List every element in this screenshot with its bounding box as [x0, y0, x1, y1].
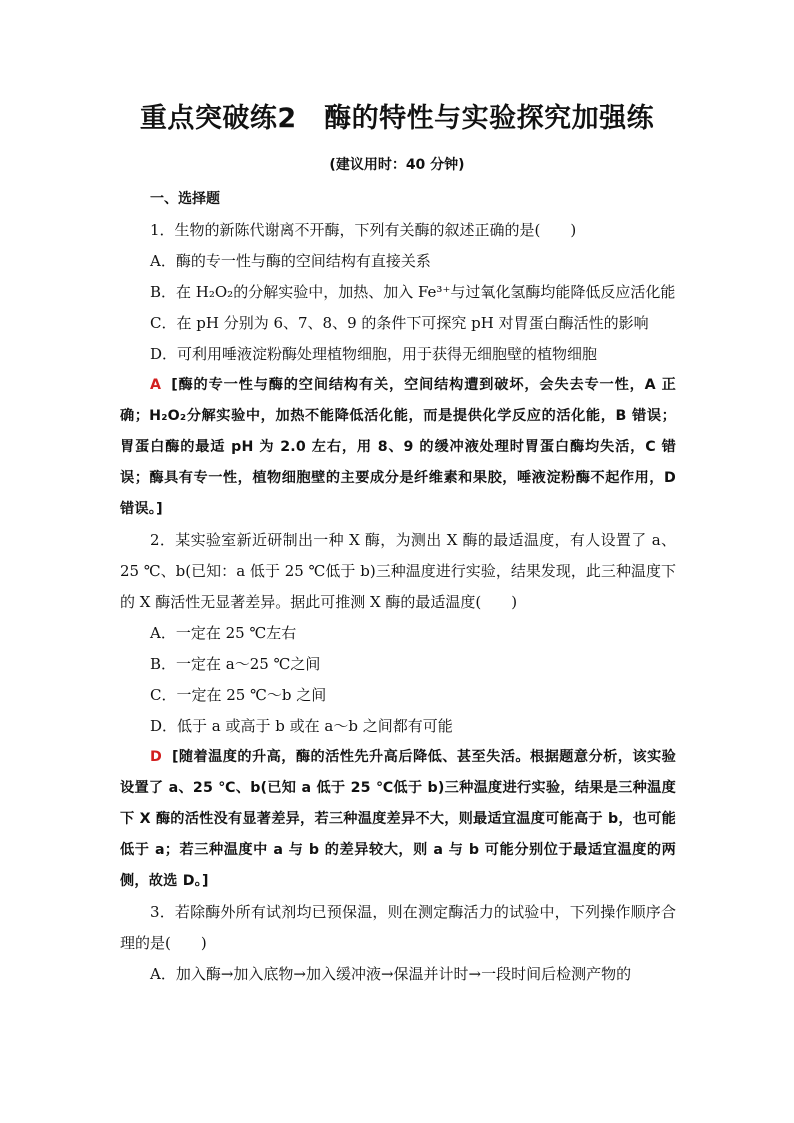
- q2-option-c: C．一定在 25 ℃～b 之间: [150, 686, 327, 704]
- q2-stem: 2．某实验室新近研制出一种 X 酶，为测出 X 酶的最适温度，有人设置了 a、25 ℃、b(已知：a 低于 25 ℃低于 b)三种温度进行实验，结果发现，此三种温度下的 X 酶活性无显著差异。据此可推测 X 酶的最适温度( ): [120, 531, 676, 611]
- q2-option-b: B．一定在 a～25 ℃之间: [150, 655, 321, 673]
- q1-option-b: B．在 H₂O₂的分解实验中，加热、加入 Fe³⁺与过氧化氢酶均能降低反应活化能: [150, 283, 676, 301]
- q2-answer: [120, 742, 676, 897]
- section-heading: 一、选择题: [150, 191, 220, 207]
- page-title: 重点突破练2 酶的特性与实验探究加强练: [139, 103, 655, 134]
- q3-option-a: A．加入酶→加入底物→加入缓冲液→保温并计时→一段时间后检测产物的: [150, 965, 632, 983]
- suggested-time: (建议用时：40 分钟): [329, 157, 465, 173]
- q3-stem: 3．若除酶外所有试剂均已预保温，则在测定酶活力的试验中，下列操作顺序合理的是( ): [120, 903, 676, 952]
- q1-stem: 1．生物的新陈代谢离不开酶，下列有关酶的叙述正确的是( ): [150, 221, 577, 239]
- q2-explanation: [随着温度的升高，酶的活性先升高后降低、甚至失活。根据题意分析，该实验设置了 a、25 ℃、b(已知 a 低于 25 ℃低于 b)三种温度进行实验，结果是三种温度下 X 酶的活性没有显著差异，若三种温度差异不大，则最适宜温度可能高于 b，也可能低于 a；若三种温度中 a 与 b 的差异较大，则 a 与 b 可能分别位于最适宜温度的两侧，故选 D。]: [120, 749, 676, 889]
- q1-answer-letter: A: [150, 377, 162, 393]
- q1-option-d: D．可利用唾液淀粉酶处理植物细胞，用于获得无细胞壁的植物细胞: [150, 345, 598, 363]
- q1-option-c: C．在 pH 分别为 6、7、8、9 的条件下可探究 pH 对胃蛋白酶活性的影响: [150, 314, 649, 332]
- q1-option-a: A．酶的专一性与酶的空间结构有直接关系: [150, 252, 431, 270]
- q2-option-d: D．低于 a 或高于 b 或在 a～b 之间都有可能: [150, 717, 453, 735]
- q1-answer: [120, 370, 676, 525]
- q2-answer-letter: D: [150, 749, 162, 765]
- document-body: [120, 184, 676, 990]
- q2-option-a: A．一定在 25 ℃左右: [150, 624, 297, 642]
- q1-explanation: [酶的专一性与酶的空间结构有关，空间结构遭到破坏，会失去专一性，A 正确；H₂O₂分解实验中，加热不能降低活化能，而是提供化学反应的活化能，B 错误；胃蛋白酶的最适 pH 为 2.0 左右，用 8、9 的缓冲液处理时胃蛋白酶均失活，C 错误；酶具有专一性，植物细胞壁的主要成分是纤维素和果胶，唾液淀粉酶不起作用，D 错误。]: [120, 377, 676, 517]
